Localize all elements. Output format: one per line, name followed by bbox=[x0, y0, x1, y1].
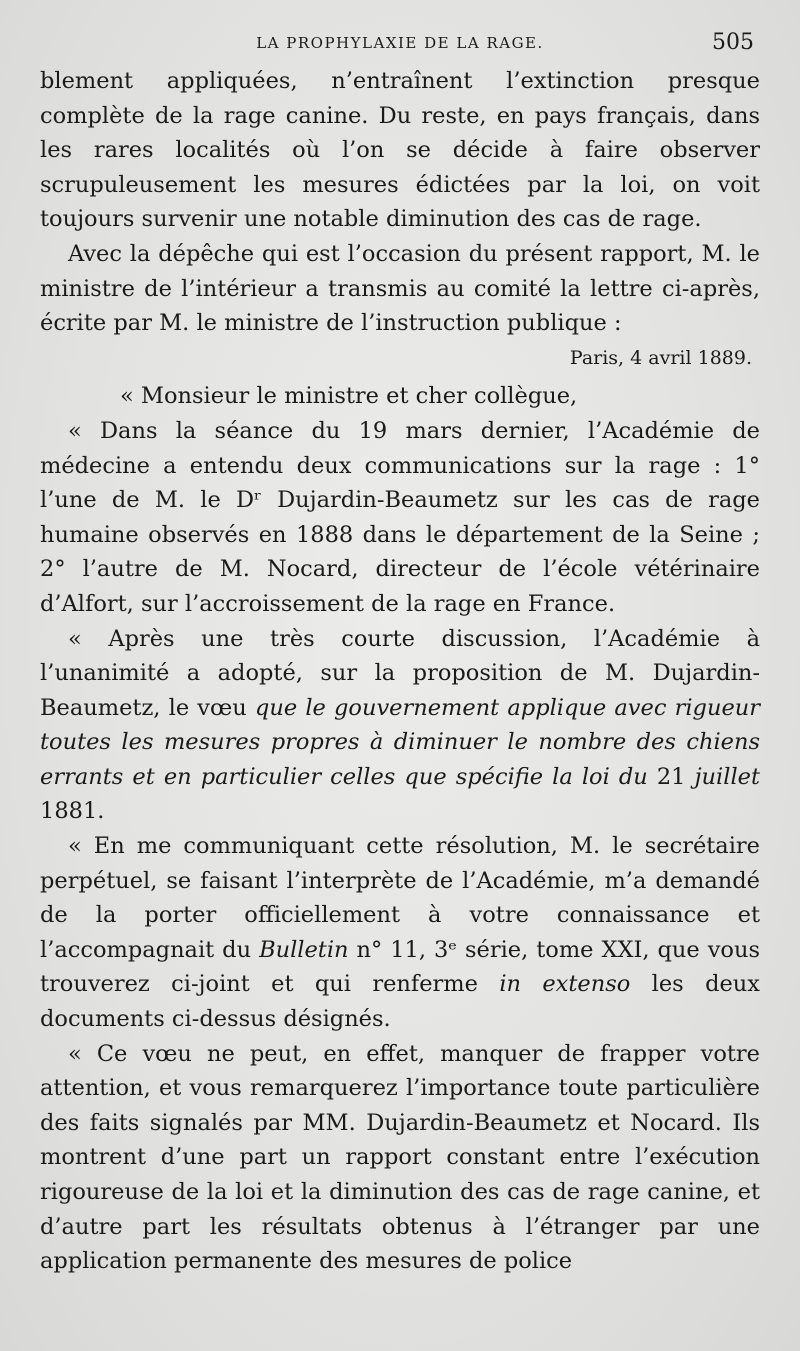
running-head bbox=[40, 20, 760, 64]
paragraph-4-text-3: 1881. bbox=[40, 798, 105, 825]
paragraph-5 bbox=[40, 829, 760, 1037]
paragraph-4-text-2: 21 bbox=[647, 763, 695, 790]
salutation: « Monsieur le ministre et cher collègue, bbox=[120, 383, 578, 410]
paragraph-1: blement appliquées, n’entraînent l’extinction presque complète de la rage canine. Du reste, en pays français, dans les rares localités où l’on se décide à faire observer scrupuleusement les mesures édictées par la loi, on voit toujours survenir une notable diminution des cas de rage. bbox=[40, 68, 760, 233]
paragraph-4-text: « Après une très courte discussion, l’Académie à l’unanimité a adopté, sur la proposition de M. Dujardin-Beaumetz, le vœu bbox=[40, 625, 760, 721]
paragraph-5-text-3: les deux documents ci-dessus désignés. bbox=[40, 971, 760, 1033]
paragraph-4-italic-2: juillet bbox=[694, 763, 760, 790]
paragraph-5-italic-2: in extenso bbox=[499, 971, 631, 998]
paragraph-5-text: « En me communiquant cette résolution, M. le secrétaire perpétuel, se faisant l’interprète de l’Académie, m’a demandé de la porter officiellement à votre connaissance et l’accompagnait du bbox=[40, 833, 760, 963]
body-text bbox=[40, 64, 760, 1279]
dateline: Paris, 4 avril 1889. bbox=[569, 346, 752, 369]
paragraph-5-text-2: n° 11, 3ᵉ série, tome XXI, que vous trouverez ci-joint et qui renferme bbox=[40, 936, 760, 998]
paragraph-6: « Ce vœu ne peut, en effet, manquer de frapper votre attention, et vous remarquerez l’importance toute particulière des faits signalés par MM. Dujardin-Beaumetz et Nocard. Ils montrent d’une part un rapport constant entre l’exécution rigoureuse de la loi et la diminution des cas de rage canine, et d’autre part les résultats obtenus à l’étranger par une application permanente des mesures de police bbox=[40, 1040, 760, 1275]
paragraph-4 bbox=[40, 622, 760, 830]
paragraph-2: Avec la dépêche qui est l’occasion du présent rapport, M. le ministre de l’intérieur a transmis au comité la lettre ci-après, écrite par M. le ministre de l’instruction publique : bbox=[40, 240, 760, 337]
paragraph-4-italic: que le gouvernement applique avec rigueur toutes les mesures propres à diminuer le nombre des chiens errants et en particulier celles que spécifie la loi du bbox=[40, 694, 761, 790]
paragraph-5-italic: Bulletin bbox=[259, 936, 349, 963]
running-title: LA PROPHYLAXIE DE LA RAGE. bbox=[256, 34, 544, 52]
paragraph-3: « Dans la séance du 19 mars dernier, l’Académie de médecine a entendu deux communications sur la rage : 1° l’une de M. le Dʳ Dujardin-Beaumetz sur les cas de rage humaine observés en 1888 dans le département de la Seine ; 2° l’autre de M. Nocard, directeur de l’école vétérinaire d’Alfort, sur l’accroissement de la rage en France. bbox=[40, 417, 760, 617]
page-number: 505 bbox=[712, 30, 754, 55]
